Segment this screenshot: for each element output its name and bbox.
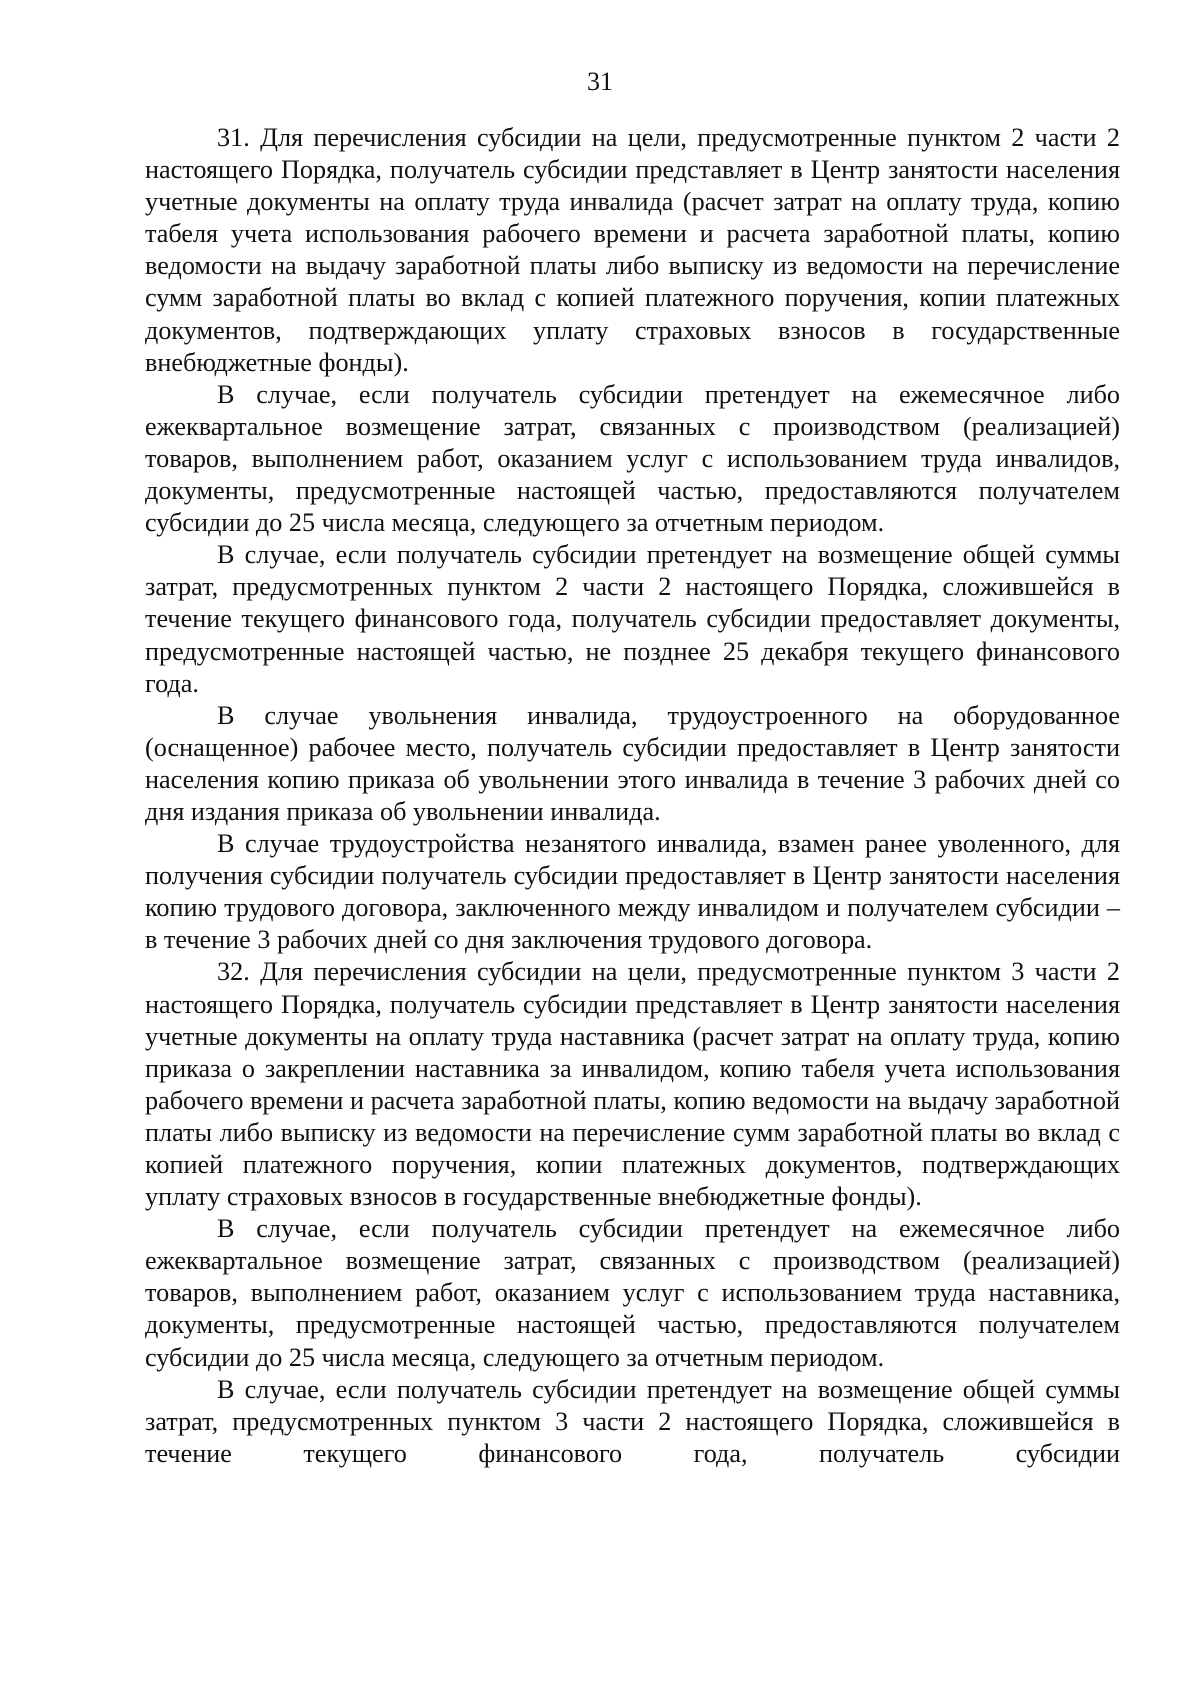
paragraph-32-total-reimbursement: В случае, если получатель субсидии претендует на возмещение общей суммы затрат, предусмотренных пунктом 3 части 2 настоящего Порядка, сложившейся в течение текущего финансового года, получатель субсидии [145, 1374, 1120, 1468]
paragraph-32: 32. Для перечисления субсидии на цели, предусмотренные пунктом 3 части 2 настоящего Порядка, получатель субсидии представляет в Центр занятости населения учетные документы на оплату труда наставника (расчет затрат на оплату труда, копию приказа о закреплении наставника за инвалидом, копию табеля учета использования рабочего времени и расчета заработной платы, копию ведомости на выдачу заработной платы либо выписку из ведомости на перечисление сумм заработной платы во вклад с копией платежного поручения, копии платежных документов, подтверждающих уплату страховых взносов в государственные внебюджетные фонды). [145, 957, 1120, 1212]
paragraph-31-dismissal: В случае увольнения инвалида, трудоустроенного на оборудованное (оснащенное) рабочее место, получатель субсидии предоставляет в Центр занятости населения копию приказа об увольнении этого инвалида в течение 3 рабочих дней со дня издания приказа об увольнении инвалида. [145, 700, 1120, 826]
paragraph-31-monthly-reimbursement: В случае, если получатель субсидии претендует на ежемесячное либо ежеквартальное возмещение затрат, связанных с производством (реализацией) товаров, выполнением работ, оказанием услуг с использованием труда инвалидов, документы, предусмотренные настоящей частью, предоставляются получателем субсидии до 25 числа месяца, следующего за отчетным периодом. [145, 379, 1120, 538]
paragraph-31: 31. Для перечисления субсидии на цели, предусмотренные пунктом 2 части 2 настоящего Порядка, получатель субсидии представляет в Центр занятости населения учетные документы на оплату труда инвалида (расчет затрат на оплату труда, копию табеля учета использования рабочего времени и расчета заработной платы, копию ведомости на выдачу заработной платы либо выписку из ведомости на перечисление сумм заработной платы во вклад с копией платежного поручения, копии платежных документов, подтверждающих уплату страховых взносов в государственные внебюджетные фонды). [145, 123, 1120, 377]
document-body [145, 122, 1120, 1470]
paragraph-31-new-employment: В случае трудоустройства незанятого инвалида, взамен ранее уволенного, для получения субсидии получатель субсидии предоставляет в Центр занятости населения копию трудового договора, заключенного между инвалидом и получателем субсидии – в течение 3 рабочих дней со дня заключения трудового договора. [145, 829, 1120, 955]
paragraph-31-total-reimbursement: В случае, если получатель субсидии претендует на возмещение общей суммы затрат, предусмотренных пунктом 2 части 2 настоящего Порядка, сложившейся в течение текущего финансового года, получатель субсидии предоставляет документы, предусмотренные настоящей частью, не позднее 25 декабря текущего финансового года. [145, 540, 1120, 698]
paragraph-32-monthly-reimbursement: В случае, если получатель субсидии претендует на ежемесячное либо ежеквартальное возмещение затрат, связанных с производством (реализацией) товаров, выполнением работ, оказанием услуг с использованием труда наставника, документы, предусмотренные настоящей частью, предоставляются получателем субсидии до 25 числа месяца, следующего за отчетным периодом. [145, 1214, 1120, 1372]
page-number: 31 [587, 67, 613, 96]
